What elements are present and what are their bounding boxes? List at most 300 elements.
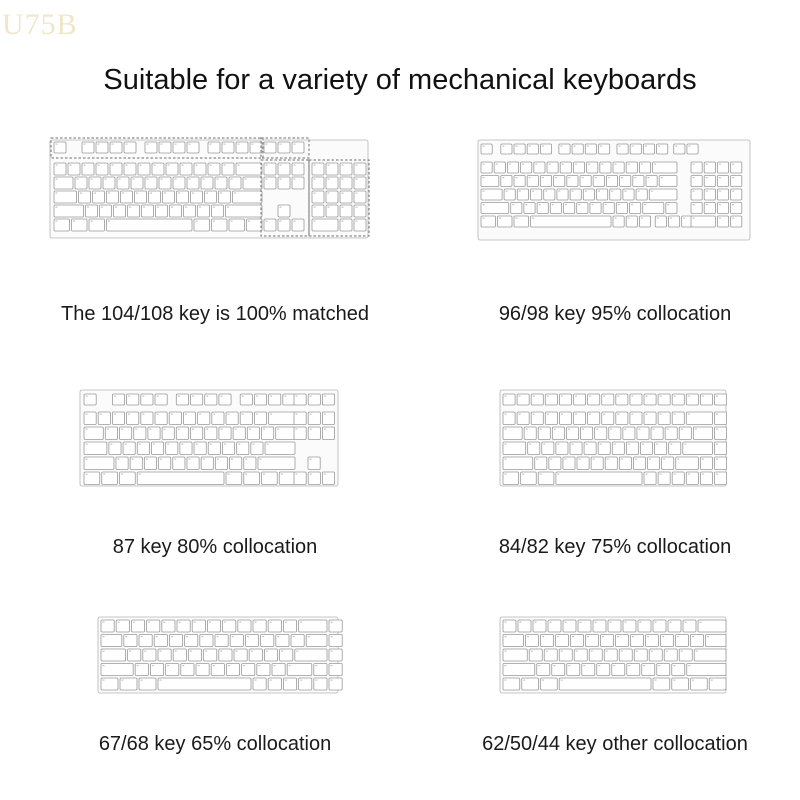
keycap-legend-mark (164, 429, 166, 430)
keycap-legend-mark (199, 414, 201, 415)
keycap-legend-mark (205, 651, 207, 652)
keycap-legend-mark (86, 474, 88, 475)
keycap-legend-mark (285, 622, 287, 623)
keycap-legend-mark (564, 459, 566, 460)
keycap-legend-mark (224, 444, 226, 445)
keycap-legend-mark (667, 204, 669, 205)
keycap-legend-mark (692, 680, 694, 681)
keycap-legend-mark (224, 165, 226, 166)
keycap-legend-mark (270, 622, 272, 623)
keycap-legend-mark (213, 414, 215, 415)
keycap-legend-mark (614, 444, 616, 445)
keycap-legend-mark (628, 164, 630, 165)
keycap-legend-mark (328, 207, 330, 208)
keycap (233, 191, 263, 203)
keycap-legend-mark (103, 474, 105, 475)
keycap-legend-mark (294, 144, 296, 145)
keycap-legend-mark (658, 146, 660, 147)
keycap-legend-mark (499, 218, 501, 219)
keycap-legend-mark (640, 622, 642, 623)
keycap-legend-mark (314, 165, 316, 166)
keycap-legend-mark (108, 221, 110, 222)
keycap-legend-mark (683, 218, 685, 219)
keycap-legend-mark (182, 665, 184, 666)
keycap-legend-mark (175, 651, 177, 652)
keycap-legend-mark (243, 665, 245, 666)
keycap-legend-mark (56, 207, 58, 208)
keycap-legend-mark (56, 193, 58, 194)
keycap-legend-mark (249, 429, 251, 430)
keycap-legend-mark (206, 396, 208, 397)
keycap (107, 219, 193, 231)
keycap-legend-mark (70, 165, 72, 166)
keycap (653, 162, 677, 173)
keycap-legend-mark (213, 207, 215, 208)
keycap-legend-mark (210, 444, 212, 445)
keycap-legend-mark (516, 218, 518, 219)
keycap (101, 649, 126, 661)
keycap-legend-mark (716, 429, 718, 430)
keycap-legend-mark (610, 429, 612, 430)
keycap-legend-mark (648, 177, 650, 178)
keycap-legend-mark (502, 146, 504, 147)
keycap-legend-mark (591, 651, 593, 652)
keycap-legend-mark (643, 665, 645, 666)
keycap-legend-mark (632, 146, 634, 147)
keycap-legend-mark (220, 429, 222, 430)
keycap-legend-mark (618, 204, 620, 205)
keycap-legend-mark (505, 396, 507, 397)
keycap-legend-mark (666, 651, 668, 652)
keycap-legend-mark (129, 651, 131, 652)
keycap-legend-mark (174, 459, 176, 460)
keycap-legend-mark (285, 680, 287, 681)
keycap-legend-mark (270, 680, 272, 681)
keycap-legend-mark (203, 459, 205, 460)
keycap-legend-mark (702, 459, 704, 460)
page-title: Suitable for a variety of mechanical keyboards (103, 64, 697, 96)
keycap-legend-mark (91, 179, 93, 180)
keycap-legend-mark (56, 221, 58, 222)
keycap-legend-mark (538, 665, 540, 666)
keycap-legend-mark (531, 651, 533, 652)
keycap-legend-mark (135, 429, 137, 430)
keycap-legend-mark (112, 165, 114, 166)
keycap-legend-mark (228, 474, 230, 475)
keycap-legend-mark (175, 179, 177, 180)
keycap-legend-mark (156, 636, 158, 637)
keycap-legend-mark (315, 680, 317, 681)
keycap-legend-mark (220, 193, 222, 194)
keycap-legend-mark (259, 459, 261, 460)
keycap (556, 472, 642, 485)
keycap-legend-mark (625, 622, 627, 623)
keycap-legend-mark (232, 636, 234, 637)
keycap-legend-mark (117, 459, 119, 460)
keycap-legend-mark (535, 164, 537, 165)
keycap-legend-mark (107, 429, 109, 430)
keycap-legend-mark (651, 651, 653, 652)
keycap-legend-mark (121, 429, 123, 430)
keycap-legend-mark (182, 165, 184, 166)
caption-60-percent: 62/50/44 key other collocation (482, 733, 748, 755)
keycap-legend-mark (314, 179, 316, 180)
keycap-legend-mark (585, 191, 587, 192)
keycap-legend-mark (144, 651, 146, 652)
keycap-legend-mark (220, 651, 222, 652)
keycap-legend-mark (121, 474, 123, 475)
keycap (258, 457, 295, 470)
keycap-legend-mark (732, 177, 734, 178)
keycap-legend-mark (224, 622, 226, 623)
keycap-legend-mark (86, 396, 88, 397)
keycap-legend-mark (677, 459, 679, 460)
keycap-legend-mark (582, 429, 584, 430)
keycap-legend-mark (565, 204, 567, 205)
keycap-legend-mark (255, 622, 257, 623)
caption-tkl: 87 key 80% collocation (112, 536, 318, 558)
keycap-legend-mark (185, 207, 187, 208)
keycap-legend-mark (505, 651, 507, 652)
keycap-legend-mark (119, 179, 121, 180)
keycap-legend-mark (533, 396, 535, 397)
keycap (694, 649, 726, 661)
keycap (295, 649, 327, 661)
keycap-legend-mark (314, 221, 316, 222)
keycap-legend-mark (558, 191, 560, 192)
keycap-legend-mark (98, 144, 100, 145)
keycap-legend-mark (621, 651, 623, 652)
keycap-legend-mark (296, 396, 298, 397)
keycap-legend-mark (192, 396, 194, 397)
keycap-legend-mark (342, 221, 344, 222)
keycap-legend-mark (171, 636, 173, 637)
keycap-legend-mark (657, 218, 659, 219)
keycap-legend-mark (122, 680, 124, 681)
keycap-legend-mark (603, 414, 605, 415)
keycap-legend-mark (73, 221, 75, 222)
keyboard-image-tkl (80, 390, 338, 486)
keycap-legend-mark (203, 179, 205, 180)
keycap-legend-mark (677, 636, 679, 637)
keycap-legend-mark (598, 191, 600, 192)
keycap-legend-mark (114, 396, 116, 397)
keycap (683, 442, 713, 455)
keycap-legend-mark (565, 622, 567, 623)
keycap-legend-mark (356, 193, 358, 194)
keycap-legend-mark (126, 165, 128, 166)
keycap-legend-mark (617, 396, 619, 397)
keycap-legend-mark (242, 414, 244, 415)
keyboard-diagram-96-key (478, 140, 750, 240)
keycap-legend-mark (179, 622, 181, 623)
keycap-legend-mark (719, 177, 721, 178)
keycap-legend-mark (707, 636, 709, 637)
keycap-legend-mark (553, 665, 555, 666)
keycap-legend-mark (674, 414, 676, 415)
keycap-legend-mark (579, 459, 581, 460)
keycap-legend-mark (651, 191, 653, 192)
keycap (226, 205, 263, 217)
keycap-legend-mark (706, 191, 708, 192)
keycap-legend-mark (217, 636, 219, 637)
keycap (269, 412, 295, 425)
keycap-legend-mark (328, 179, 330, 180)
caption-65-percent: 67/68 key 65% collocation (98, 733, 332, 755)
keycap-legend-mark (133, 179, 135, 180)
keycap-legend-mark (719, 204, 721, 205)
keycap-legend-mark (505, 622, 507, 623)
keycap-legend-mark (178, 396, 180, 397)
keycap-legend-mark (194, 622, 196, 623)
keycap-legend-mark (270, 396, 272, 397)
keycap-legend-mark (210, 144, 212, 145)
keycap-legend-mark (575, 396, 577, 397)
keycap-legend-mark (132, 459, 134, 460)
keycap-legend-mark (146, 459, 148, 460)
keycap-legend-mark (628, 444, 630, 445)
keycap-legend-mark (247, 636, 249, 637)
keycap-legend-mark (324, 429, 326, 430)
keycap-legend-mark (568, 429, 570, 430)
keycap-legend-mark (209, 622, 211, 623)
keycap-legend-mark (572, 191, 574, 192)
keycap-legend-mark (692, 636, 694, 637)
keycap-legend-mark (693, 204, 695, 205)
keycap-legend-mark (719, 218, 721, 219)
keyboard-diagram-full-size (50, 136, 370, 240)
keycap-legend-mark (163, 622, 165, 623)
keycap-legend-mark (105, 179, 107, 180)
keycap-legend-mark (196, 165, 198, 166)
keyboard-diagram-65-percent (98, 617, 338, 693)
keycap-legend-mark (217, 459, 219, 460)
keycap-legend-mark (519, 396, 521, 397)
keycap-legend-mark (624, 191, 626, 192)
keycap (503, 664, 535, 676)
keycap-legend-mark (356, 165, 358, 166)
keycap-legend-mark (228, 414, 230, 415)
keycap-legend-mark (505, 665, 507, 666)
keycap-legend-mark (550, 622, 552, 623)
keycap-legend-mark (576, 651, 578, 652)
keycap-legend-mark (239, 622, 241, 623)
keycap-legend-mark (568, 177, 570, 178)
keycap-legend-mark (644, 204, 646, 205)
keycap-legend-mark (557, 474, 559, 475)
keycap-legend-mark (536, 459, 538, 460)
keycap-legend-mark (700, 622, 702, 623)
keycap-legend-mark (505, 459, 507, 460)
keycap-legend-mark (91, 221, 93, 222)
keycap-legend-mark (296, 474, 298, 475)
keycap-legend-mark (673, 665, 675, 666)
keycap-legend-mark (331, 636, 333, 637)
keycap-legend-mark (201, 636, 203, 637)
keycap-legend-mark (324, 396, 326, 397)
keycap-legend-mark (266, 144, 268, 145)
keycap-legend-mark (235, 429, 237, 430)
keycap-legend-mark (529, 146, 531, 147)
keycap-legend-mark (525, 204, 527, 205)
keycap-legend-mark (98, 165, 100, 166)
keycap-legend-mark (324, 474, 326, 475)
keycap-legend-mark (580, 622, 582, 623)
keycap-legend-mark (588, 164, 590, 165)
keycap-legend-mark (702, 396, 704, 397)
keycap-legend-mark (228, 665, 230, 666)
keycap-legend-mark (526, 429, 528, 430)
keycap-legend-mark (281, 651, 283, 652)
keycap-legend-mark (342, 193, 344, 194)
keycap-legend-mark (112, 144, 114, 145)
keycap-legend-mark (178, 193, 180, 194)
keycap-legend-mark (331, 622, 333, 623)
keycap-legend-mark (529, 444, 531, 445)
keycap-legend-mark (115, 207, 117, 208)
keycap-legend-mark (670, 622, 672, 623)
keycap-legend-mark (136, 193, 138, 194)
keycap-legend-mark (658, 665, 660, 666)
keycap-legend-mark (600, 146, 602, 147)
keycap-legend-mark (87, 207, 89, 208)
keycap-legend-mark (224, 144, 226, 145)
keycap-legend-mark (167, 665, 169, 666)
keycap-legend-mark (641, 218, 643, 219)
keycap-legend-mark (586, 444, 588, 445)
keycap-legend-mark (231, 179, 233, 180)
keycap-legend-mark (331, 651, 333, 652)
keycap-legend-mark (535, 622, 537, 623)
keycap-legend-mark (267, 444, 269, 445)
keycap-legend-mark (103, 665, 105, 666)
keycap-legend-mark (157, 396, 159, 397)
keycap-legend-mark (103, 651, 105, 652)
keycap-legend-mark (523, 680, 525, 681)
keycap-legend-mark (638, 429, 640, 430)
keycap-legend-mark (160, 651, 162, 652)
keycap-legend-mark (591, 204, 593, 205)
keycap (299, 620, 327, 632)
keycap-legend-mark (681, 429, 683, 430)
keycap-legend-mark (284, 396, 286, 397)
keycap-legend-mark (688, 396, 690, 397)
keycap-legend-mark (688, 474, 690, 475)
keycap-legend-mark (631, 414, 633, 415)
keycap-legend-mark (255, 680, 257, 681)
keycap-legend-mark (133, 622, 135, 623)
keycap-legend-mark (688, 146, 690, 147)
keycap-legend-mark (587, 636, 589, 637)
keycap (687, 664, 726, 676)
keycap-legend-mark (149, 429, 151, 430)
keycap-legend-mark (716, 459, 718, 460)
keycap-legend-mark (342, 179, 344, 180)
keycap-legend-mark (331, 665, 333, 666)
keycap-legend-mark (505, 680, 507, 681)
keycap-legend-mark (110, 444, 112, 445)
keycap-legend-mark (617, 636, 619, 637)
keycap-legend-mark (266, 221, 268, 222)
keycap-legend-mark (281, 474, 283, 475)
keycap-legend-mark (154, 165, 156, 166)
keycap-legend-mark (646, 474, 648, 475)
keycap-legend-mark (542, 636, 544, 637)
keycap-legend-mark (147, 179, 149, 180)
keycap-legend-mark (296, 651, 298, 652)
keycap-legend-mark (670, 444, 672, 445)
keycap-legend-mark (310, 429, 312, 430)
keycap-legend-mark (256, 396, 258, 397)
keycap-legend-mark (706, 164, 708, 165)
keycap-legend-mark (181, 444, 183, 445)
keycap-legend-mark (280, 144, 282, 145)
keycap-legend-mark (505, 474, 507, 475)
keycap-legend-mark (578, 204, 580, 205)
keycap-legend-mark (549, 164, 551, 165)
keyboard-image-96-key (478, 140, 750, 240)
keycap-legend-mark (356, 221, 358, 222)
keycap-legend-mark (280, 165, 282, 166)
keycap-legend-mark (615, 164, 617, 165)
keycap-legend-mark (328, 165, 330, 166)
keycap-legend-mark (575, 164, 577, 165)
keycap-legend-mark (646, 396, 648, 397)
keycap-legend-mark (178, 429, 180, 430)
keycap-legend-mark (157, 414, 159, 415)
keycap (287, 664, 312, 676)
keycap-legend-mark (294, 221, 296, 222)
keycap-legend-mark (545, 191, 547, 192)
keycap-legend-mark (505, 414, 507, 415)
keycap-legend-mark (188, 459, 190, 460)
keycap-legend-mark (314, 193, 316, 194)
keycap-legend-mark (732, 164, 734, 165)
keycap-legend-mark (719, 164, 721, 165)
keycap-legend-mark (618, 146, 620, 147)
keycap-legend-mark (655, 622, 657, 623)
keycap-legend-mark (171, 414, 173, 415)
keycap-legend-mark (142, 396, 144, 397)
keycap-legend-mark (142, 414, 144, 415)
keycap-legend-mark (245, 179, 247, 180)
keycap-legend-mark (160, 459, 162, 460)
keycap-legend-mark (213, 221, 215, 222)
keycap-legend-mark (310, 474, 312, 475)
keyboard-diagram-60-percent (500, 617, 726, 693)
keycap-legend-mark (153, 444, 155, 445)
keycap-legend-mark (555, 177, 557, 178)
keycap-legend-mark (185, 414, 187, 415)
keycap-legend-mark (519, 414, 521, 415)
keycap-legend-mark (661, 177, 663, 178)
keycap-legend-mark (596, 429, 598, 430)
keycap-legend-mark (150, 193, 152, 194)
keyboard-image-75-percent (500, 390, 726, 486)
keycap-legend-mark (505, 636, 507, 637)
keycap (137, 472, 224, 485)
keycap-legend-mark (231, 459, 233, 460)
keycap-legend-mark (262, 636, 264, 637)
keycap-legend-mark (331, 680, 333, 681)
keycap-legend-mark (696, 651, 698, 652)
keycap-legend-mark (342, 207, 344, 208)
keycap-legend-mark (293, 636, 295, 637)
keycap-legend-mark (314, 207, 316, 208)
keyboard-image-65-percent (98, 617, 338, 693)
keycap-legend-mark (141, 636, 143, 637)
keycap (312, 219, 338, 231)
